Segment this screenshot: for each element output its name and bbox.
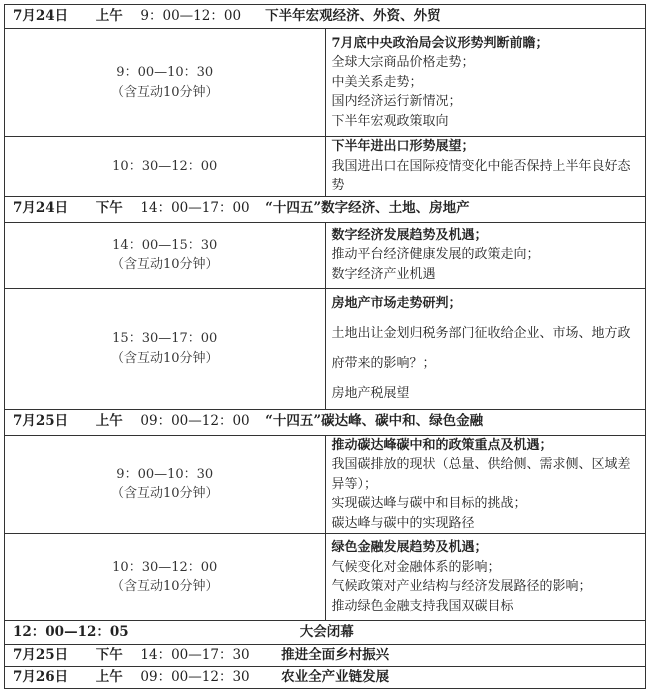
section-header-cell <box>5 196 646 222</box>
section-header <box>5 409 646 435</box>
session-line: 中美关系走势； <box>331 74 423 90</box>
session-row <box>5 288 646 409</box>
section-time: 9：00—12：00 <box>140 7 242 24</box>
section-date: 7月26日 <box>13 668 69 685</box>
section-topic: “十四五”碳达峰、碳中和、绿色金融 <box>265 413 484 430</box>
section-header-cell <box>5 409 646 435</box>
session-content <box>325 435 646 534</box>
section-topic: “十四五”数字经济、土地、房地产 <box>265 200 470 217</box>
section-time: 14：00—17：30 <box>140 646 250 663</box>
section-topic: 下半年宏观经济、外资、外贸 <box>265 7 441 24</box>
session-line: 气候政策对产业结构与经济发展路径的影响； <box>331 579 592 594</box>
session-note: （含互动10分钟） <box>110 579 219 594</box>
session-content <box>325 288 646 409</box>
session-line: 我国进出口在国际疫情变化中能否保持上半年良好态势 <box>331 158 631 193</box>
session-line: 全球大宗商品价格走势； <box>331 55 475 71</box>
section-date: 7月25日 <box>13 646 69 663</box>
section-header <box>5 667 646 689</box>
session-time: 10：30—12：00 <box>112 158 218 174</box>
session-time: 10：30—12：00 <box>112 559 218 575</box>
section-time: 09：00—12：30 <box>140 668 250 685</box>
section-header <box>5 645 646 667</box>
session-line: 气候变化对金融体系的影响； <box>331 559 501 575</box>
session-title: 数字经济发展趋势及机遇； <box>331 227 488 243</box>
section-date: 7月24日 <box>13 200 69 217</box>
session-row <box>5 534 646 621</box>
session-time-cell <box>5 288 326 409</box>
session-time: 14：00—15：30 <box>112 237 218 253</box>
session-content <box>325 534 646 621</box>
session-time-cell <box>5 534 326 621</box>
session-time-cell <box>5 137 326 197</box>
section-topic: 农业全产业链发展 <box>281 668 390 685</box>
session-line: 推动平台经济健康发展的政策走向； <box>331 247 540 263</box>
session-row <box>5 435 646 534</box>
session-line: 碳达峰与碳中的实现路径 <box>331 515 475 531</box>
session-time: 9：00—10：30 <box>116 65 214 80</box>
session-time-cell <box>5 29 326 137</box>
session-content <box>325 137 646 197</box>
session-time: 15：30—17：00 <box>112 331 218 346</box>
session-row <box>5 29 646 137</box>
section-header-cell <box>5 667 646 689</box>
section-topic: 推进全面乡村振兴 <box>281 646 390 663</box>
section-date: 7月24日 <box>13 7 69 24</box>
session-line: 我国碳排放的现状（总量、供给侧、需求侧、区域差异等）； <box>331 457 631 492</box>
session-note: （含互动10分钟） <box>110 84 219 100</box>
session-title: 推动碳达峰碳中和的政策重点及机遇； <box>331 437 553 453</box>
session-line: 国内经济运行新情况； <box>331 94 462 110</box>
session-line: 房地产税展望 <box>331 385 410 401</box>
section-header-cell <box>5 5 646 29</box>
session-line: 下半年宏观政策取向 <box>331 113 449 129</box>
section-period: 下午 <box>95 200 123 217</box>
section-date: 7月25日 <box>13 413 69 430</box>
section-header <box>5 196 646 222</box>
session-note: （含互动10分钟） <box>110 257 219 272</box>
schedule-table <box>4 4 646 689</box>
section-period: 上午 <box>95 668 123 685</box>
session-content <box>325 29 646 137</box>
session-content <box>325 222 646 288</box>
session-title: 下半年进出口形势展望； <box>331 139 475 154</box>
section-period: 下午 <box>95 646 123 663</box>
section-time: 09：00—12：00 <box>140 413 250 430</box>
session-line: 推动绿色金融支持我国双碳目标 <box>331 598 514 614</box>
session-title: 7月底中央政治局会议形势判断前瞻； <box>331 35 549 51</box>
session-line: 土地出让金划归税务部门征收给企业、市场、地方政府带来的影响？； <box>331 325 631 371</box>
session-time-cell <box>5 435 326 534</box>
section-header-cell <box>5 645 646 667</box>
section-time: 14：00—17：00 <box>140 200 250 217</box>
closing-row <box>5 621 646 645</box>
session-line: 数字经济产业机遇 <box>331 266 436 282</box>
closing-time: 12：00—12：05 <box>13 623 129 640</box>
section-header <box>5 5 646 29</box>
section-period: 上午 <box>95 7 123 24</box>
session-time: 9：00—10：30 <box>116 466 214 482</box>
closing-label: 大会闭幕 <box>299 623 354 640</box>
session-row <box>5 137 646 197</box>
session-title: 绿色金融发展趋势及机遇； <box>331 540 488 555</box>
session-row <box>5 222 646 288</box>
section-period: 上午 <box>95 413 123 430</box>
closing-cell <box>5 621 646 645</box>
session-title: 房地产市场走势研判； <box>331 295 462 311</box>
session-note: （含互动10分钟） <box>110 486 219 502</box>
session-line: 实现碳达峰与碳中和目标的挑战； <box>331 496 527 511</box>
session-note: （含互动10分钟） <box>110 350 219 366</box>
session-time-cell <box>5 222 326 288</box>
